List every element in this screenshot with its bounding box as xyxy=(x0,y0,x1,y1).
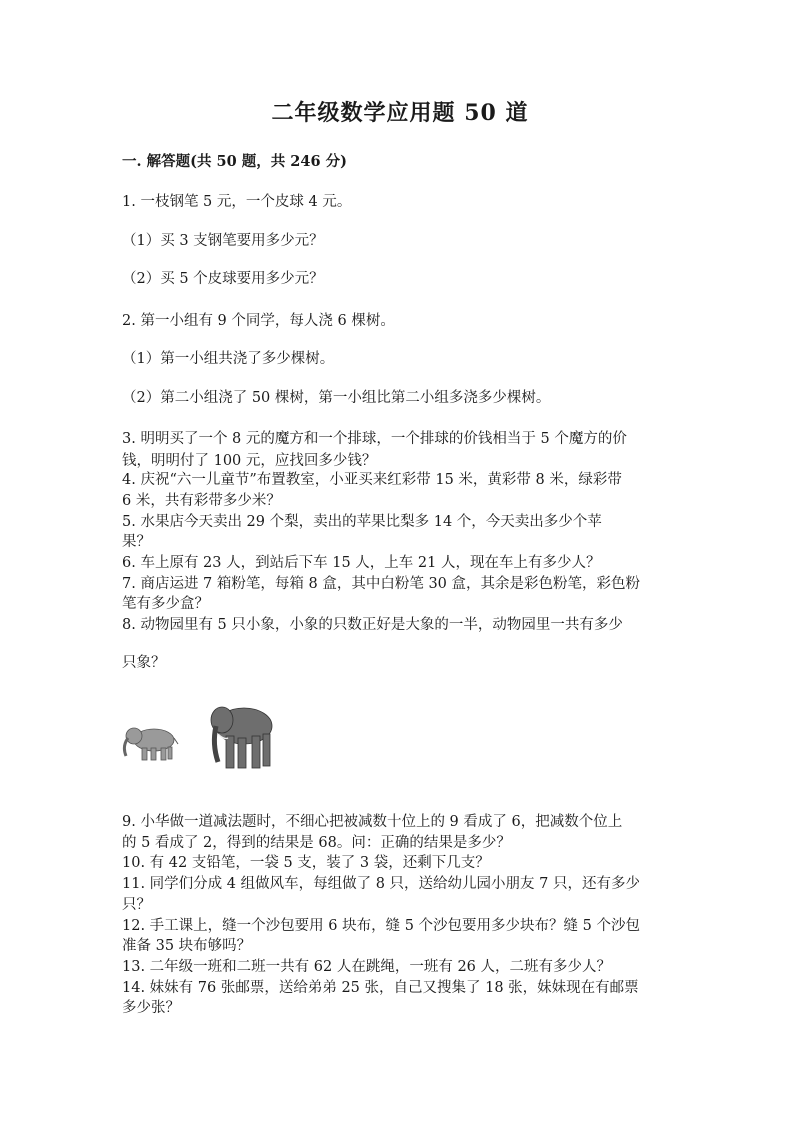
question-line: 14. 妹妹有 76 张邮票，送给弟弟 25 张，自己又搜集了 18 张，妹妹现在有邮票 xyxy=(122,980,639,996)
question-line: 10. 有 42 支铅笔，一袋 5 支，装了 3 袋，还剩下几支？ xyxy=(122,855,490,871)
question-line: 笔有多少盒？ xyxy=(122,596,209,612)
question-subline: （1）买 3 支钢笔要用多少元？ xyxy=(122,233,324,249)
question-line: 13. 二年级一班和二班一共有 62 人在跳绳，一班有 26 人，二班有多少人？ xyxy=(122,959,612,975)
question-line: 8. 动物园里有 5 只小象，小象的只数正好是大象的一半，动物园里一共有多少 xyxy=(122,617,623,633)
question-line: 7. 商店运进 7 箱粉笔，每箱 8 盒，其中白粉笔 30 盒，其余是彩色粉笔，彩色粉 xyxy=(122,576,640,592)
page-title: 二年级数学应用题 50 道 xyxy=(271,100,529,126)
question-line: 4. 庆祝“六一儿童节”布置教室，小亚买来红彩带 15 米，黄彩带 8 米，绿彩带 xyxy=(122,472,622,488)
question-line: 钱，明明付了 100 元，应找回多少钱？ xyxy=(122,453,377,469)
question-line: 2. 第一小组有 9 个同学，每人浇 6 棵树。 xyxy=(122,313,395,329)
question-subline: （2）第二小组浇了 50 棵树，第一小组比第二小组多浇多少棵树。 xyxy=(122,390,551,406)
large-elephant-icon xyxy=(211,707,272,768)
question-line: 3. 明明买了一个 8 元的魔方和一个排球，一个排球的价钱相当于 5 个魔方的价 xyxy=(122,431,627,447)
question-subline: （1）第一小组共浇了多少棵树。 xyxy=(122,351,335,367)
question-line: 11. 同学们分成 4 组做风车，每组做了 8 只，送给幼儿园小朋友 7 只，还有多少 xyxy=(122,876,640,892)
question-subline: （2）买 5 个皮球要用多少元？ xyxy=(122,271,324,287)
small-elephant-icon xyxy=(124,728,178,760)
elephants-illustration xyxy=(118,700,278,772)
question-line: 果？ xyxy=(122,534,151,550)
question-line: 只？ xyxy=(122,897,151,913)
question-line: 12. 手工课上，缝一个沙包要用 6 块布，缝 5 个沙包要用多少块布？缝 5 个沙包 xyxy=(122,918,640,934)
question-line: 只象？ xyxy=(122,655,166,671)
question-line: 6. 车上原有 23 人，到站后下车 15 人，上车 21 人，现在车上有多少人？ xyxy=(122,555,601,571)
question-line: 9. 小华做一道减法题时，不细心把被减数十位上的 9 看成了 6，把减数个位上 xyxy=(122,814,623,830)
question-line: 多少张？ xyxy=(122,1000,180,1016)
question-line: 的 5 看成了 2，得到的结果是 68。问：正确的结果是多少？ xyxy=(122,835,511,851)
section-heading: 一. 解答题(共 50 题，共 246 分) xyxy=(122,153,347,170)
question-line: 5. 水果店今天卖出 29 个梨，卖出的苹果比梨多 14 个，今天卖出多少个苹 xyxy=(122,514,602,530)
question-line: 准备 35 块布够吗？ xyxy=(122,938,252,954)
question-line: 1. 一枝钢笔 5 元，一个皮球 4 元。 xyxy=(122,194,352,210)
question-line: 6 米，共有彩带多少米？ xyxy=(122,493,281,509)
